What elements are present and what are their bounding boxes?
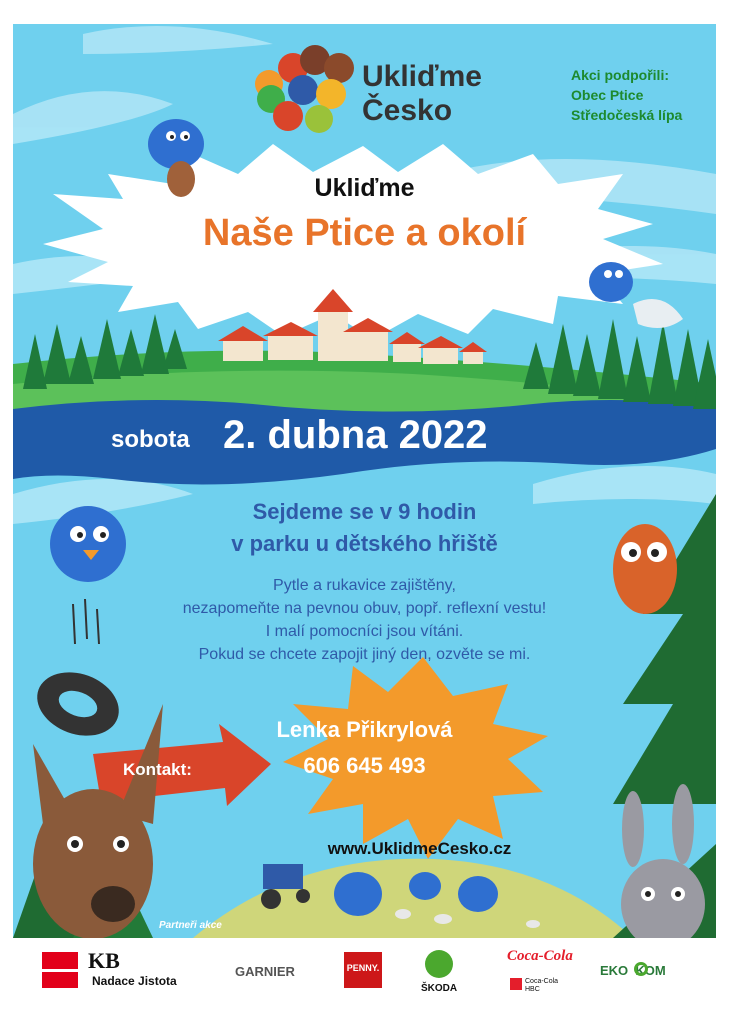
logo-faces xyxy=(255,45,354,133)
date-day: sobota xyxy=(111,426,190,453)
ekokom-logo: EKO KOM xyxy=(600,963,666,978)
logo-line-2: Česko xyxy=(362,94,453,127)
meeting-line-1: Sejdeme se v 9 hodin xyxy=(252,499,477,524)
background-illustration xyxy=(13,24,716,938)
website-link[interactable]: www.UklidmeCesko.cz xyxy=(327,839,512,858)
contact-label: Kontakt: xyxy=(123,760,192,779)
partners-label: Partneři akce xyxy=(159,920,222,931)
kb-logo-text: KB xyxy=(88,948,120,973)
cocacola-logo: Coca-Cola xyxy=(507,948,573,964)
sponsor-1: Obec Ptice xyxy=(571,87,644,103)
skoda-logo-text: ŠKODA xyxy=(421,983,458,994)
sponsors-title: Akci podpořili: xyxy=(571,67,669,83)
skoda-logo-icon xyxy=(425,950,453,978)
info-line-3: I malí pomocníci jsou vítáni. xyxy=(265,623,464,640)
cocacola-hbc-icon xyxy=(510,978,522,990)
cocacola-hbc-text: Coca-Cola HBC xyxy=(525,978,559,993)
ekokom-recycle-icon xyxy=(634,962,648,976)
garnier-logo: GARNIER xyxy=(235,964,295,979)
poster xyxy=(13,24,716,938)
bottom-hill xyxy=(193,859,633,938)
info-line-4: Pokud se chcete zapojit jiný den, ozvěte se mi. xyxy=(198,646,531,663)
date-text: 2. dubna 2022 xyxy=(223,413,488,457)
meeting-line-2: v parku u dětského hřiště xyxy=(231,531,498,556)
logo-line-1: Ukliďme xyxy=(362,60,482,93)
bag-icon xyxy=(633,299,683,328)
contact-name: Lenka Přikrylová xyxy=(276,717,453,742)
partners-footer xyxy=(0,938,732,1024)
main-title: Naše Ptice a okolí xyxy=(202,212,527,254)
penny-logo: PENNY. xyxy=(344,952,382,988)
info-line-2: nezapomeňte na pevnou obuv, popř. reflexní vestu! xyxy=(182,600,547,617)
kb-subtitle: Nadace Jistota xyxy=(92,974,177,988)
kb-logo-icon xyxy=(42,952,78,988)
sponsors-block xyxy=(571,65,682,125)
sponsor-2: Středočeská lípa xyxy=(571,107,683,123)
contact-phone: 606 645 493 xyxy=(303,753,426,778)
info-line-1: Pytle a rukavice zajištěny, xyxy=(273,577,456,594)
subtitle: Ukliďme xyxy=(314,174,415,202)
logo-text xyxy=(362,60,482,128)
rabbit xyxy=(621,784,705,938)
